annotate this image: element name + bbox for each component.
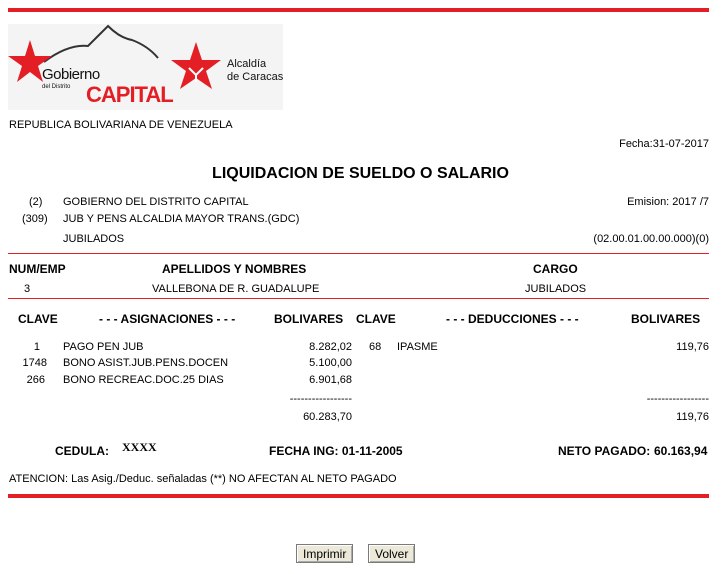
entity-name-1: GOBIERNO DEL DISTRITO CAPITAL [63, 196, 249, 208]
logo-area [8, 24, 283, 110]
gdc-logo-line3: CAPITAL [86, 82, 173, 107]
issue-date: Fecha:31-07-2017 [619, 138, 709, 150]
entity-code-2: (309) [22, 213, 48, 225]
alcaldia-logo-line2: de Caracas [227, 71, 284, 83]
table-row-clave: 266 [26, 374, 45, 386]
col-num-emp: NUM/EMP [9, 262, 66, 276]
table-row-desc: IPASME [397, 341, 438, 353]
table-row-clave: 1748 [22, 357, 47, 369]
employee-num: 3 [24, 283, 31, 295]
entity-code-1: (2) [29, 196, 43, 208]
country-label: REPUBLICA BOLIVARIANA DE VENEZUELA [9, 119, 233, 131]
table-row-clave: 1 [33, 341, 40, 353]
total-separator: ----------------- [646, 393, 709, 405]
fecha-ingreso: FECHA ING: 01-11-2005 [269, 444, 403, 458]
total-deducciones: 119,76 [676, 411, 709, 423]
table-row-monto: 5.100,00 [309, 357, 352, 369]
print-button[interactable]: Imprimir [296, 544, 353, 563]
table-row-clave: 68 [369, 341, 382, 353]
divider [8, 253, 709, 254]
col-bolivares: BOLIVARES [274, 312, 344, 326]
entity-name-2: JUB Y PENS ALCALDIA MAYOR TRANS.(GDC) [63, 213, 300, 225]
col-clave: CLAVE [18, 312, 58, 326]
entity-name-3: JUBILADOS [63, 233, 125, 245]
total-separator: ----------------- [289, 393, 352, 405]
col-asignaciones: - - - ASIGNACIONES - - - [99, 312, 236, 326]
attention-note: ATENCION: Las Asig./Deduc. señaladas (**) NO AFECTAN AL NETO PAGADO [9, 473, 397, 485]
gdc-logo-line2: del Distrito [42, 84, 71, 90]
gdc-logo-line1: Gobierno [42, 66, 100, 83]
table-row-desc: BONO RECREAC.DOC.25 DIAS [63, 374, 224, 386]
total-asignaciones: 60.283,70 [303, 411, 352, 423]
top-red-bar [8, 8, 709, 12]
emision: Emision: 2017 /7 [627, 196, 709, 208]
back-button[interactable]: Volver [368, 544, 415, 563]
table-row-monto: 6.901,68 [309, 374, 352, 386]
col-apellidos-nombres: APELLIDOS Y NOMBRES [162, 262, 307, 276]
neto-value: 60.163,94 [654, 444, 708, 458]
col-cargo: CARGO [533, 262, 578, 276]
table-row-monto: 119,76 [676, 341, 709, 353]
table-row-desc: PAGO PEN JUB [63, 341, 144, 353]
col-clave-ded: CLAVE [356, 312, 396, 326]
employee-name: VALLEBONA DE R. GUADALUPE [152, 283, 320, 295]
neto-label: NETO PAGADO: [558, 444, 651, 458]
bottom-red-bar [8, 494, 709, 498]
cedula-value: XXXX [122, 440, 157, 454]
cedula-label: CEDULA: [55, 444, 109, 458]
table-row-monto: 8.282,02 [309, 341, 352, 353]
col-bolivares-ded: BOLIVARES [631, 312, 701, 326]
page-title: LIQUIDACION DE SUELDO O SALARIO [212, 165, 509, 182]
employee-cargo: JUBILADOS [525, 283, 587, 295]
alcaldia-logo-line1: Alcaldía [227, 58, 267, 70]
divider [8, 298, 709, 299]
table-row-desc: BONO ASIST.JUB.PENS.DOCEN [63, 357, 229, 369]
account-code: (02.00.01.00.00.000)(0) [593, 233, 709, 245]
col-deducciones: - - - DEDUCCIONES - - - [446, 312, 579, 326]
